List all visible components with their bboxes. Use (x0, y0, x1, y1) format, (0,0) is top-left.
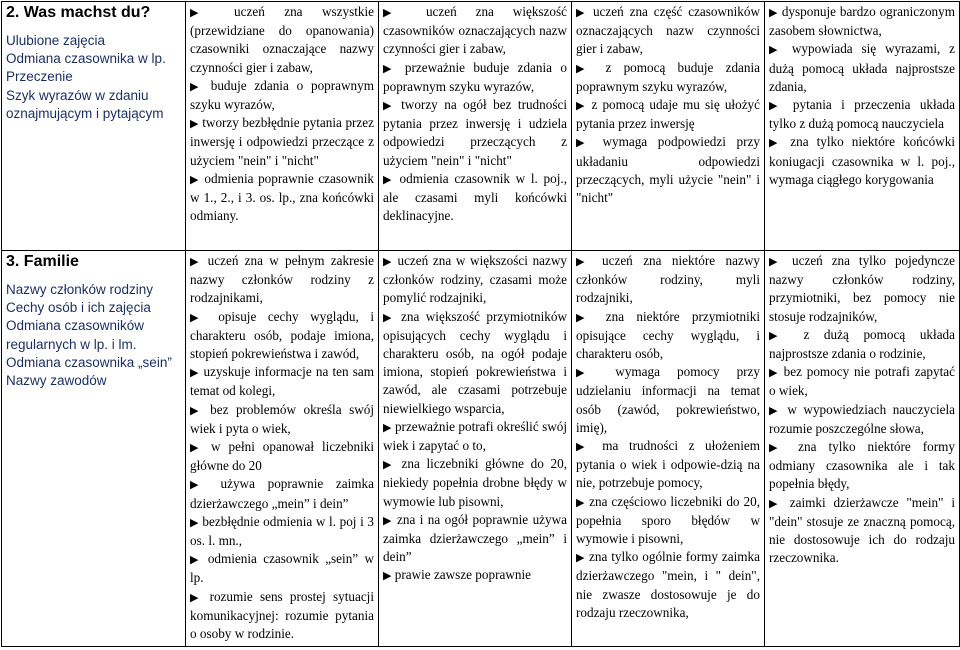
right-triangle-bullet-icon: ▶ (576, 366, 599, 380)
criteria-bullet-item (576, 59, 760, 96)
right-triangle-bullet-icon: ▶ (576, 440, 592, 454)
criteria-bullet-text: zna tylko niektóre formy odmiany czasownika ale i tak popełnia błędy, (769, 439, 955, 492)
criteria-bullet-text: buduje zdania o poprawnym szyku wyrazów, (190, 77, 374, 113)
criteria-cell (186, 251, 379, 647)
criteria-bullet-text: rozumie sens prostej sytuacji komunikacyjnej: rozumie pytania o osoby w rodzinie. (190, 588, 375, 642)
criteria-bullet-text: pytania i przeczenia układa tylko z dużą pomocą nauczyciela (769, 97, 955, 132)
criteria-bullet-text: odmienia poprawnie czasownik w 1., 2., i 3. os. lp., zna końcówki odmiany. (190, 170, 374, 224)
criteria-bullet-item (769, 363, 955, 400)
criteria-bullet-text: zna tylko niektóre końcówki koniugacji czasownika w l. poj., wymaga ciągłego korygowania (769, 134, 955, 187)
criteria-cell (379, 251, 572, 647)
right-triangle-bullet-icon: ▶ (576, 310, 594, 324)
criteria-bullet-text: dysponuje bardzo ograniczonym zasobem słownictwa, (769, 4, 955, 39)
right-triangle-bullet-icon: ▶ (190, 515, 199, 529)
criteria-bullet-item (190, 3, 374, 77)
right-triangle-bullet-icon: ▶ (383, 6, 408, 19)
criteria-bullet-text: uczeń zna wszystkie (przewidziane do opanowania) czasowniki oznaczające nazwy czynności gier i zabaw, (190, 4, 374, 75)
right-triangle-bullet-icon: ▶ (190, 255, 202, 268)
criteria-bullet-item (576, 493, 760, 549)
criteria-bullet-item (769, 494, 955, 568)
criteria-bullet-item (769, 3, 955, 40)
criteria-text (576, 252, 760, 622)
criteria-text (190, 3, 374, 225)
criteria-bullet-text: bez pomocy nie potrafi zapytać o wiek, (769, 364, 955, 399)
topic-title: 3. Familie (6, 253, 79, 270)
right-triangle-bullet-icon: ▶ (190, 366, 200, 380)
topic-line: Odmiana czasownika w lp. (6, 51, 166, 67)
criteria-bullet-item (190, 77, 374, 114)
criteria-bullet-item (576, 133, 760, 207)
criteria-bullet-item (769, 252, 955, 326)
right-triangle-bullet-icon: ▶ (576, 6, 588, 19)
criteria-bullet-item (576, 252, 760, 308)
criteria-text (769, 3, 955, 189)
right-triangle-bullet-icon: ▶ (769, 136, 783, 150)
topic-line: Szyk wyrazów w zdaniu (6, 87, 149, 103)
criteria-bullet-text: przeważnie potrafi określić swój wiek i zapytać o to, (383, 418, 567, 454)
topic-line: Odmiana czasownika „sein” (6, 354, 172, 370)
criteria-bullet-item (190, 363, 374, 400)
criteria-bullet-text: z dużą pomocą układa najprostsze zdania o rodzinie, (769, 326, 955, 362)
criteria-bullet-text: uczeń zna niektóre nazwy członków rodziny, myli rodzajniki, (576, 253, 760, 306)
right-triangle-bullet-icon: ▶ (190, 172, 200, 186)
criteria-bullet-item (769, 326, 955, 363)
criteria-bullet-item (190, 588, 374, 644)
criteria-text (190, 252, 374, 643)
right-triangle-bullet-icon: ▶ (190, 310, 207, 324)
table-row (2, 2, 960, 251)
criteria-bullet-text: z pomocą buduje zdania poprawnym szyku wyrazów, (576, 59, 760, 94)
right-triangle-bullet-icon: ▶ (383, 420, 392, 434)
criteria-bullet-item (576, 363, 760, 437)
criteria-bullet-item (576, 96, 760, 133)
criteria-text (769, 252, 955, 567)
right-triangle-bullet-icon: ▶ (576, 255, 592, 268)
right-triangle-bullet-icon: ▶ (769, 441, 787, 455)
criteria-bullet-text: uczeń zna w pełnym zakresie nazwy członków rodziny z rodzajnikami, (190, 253, 374, 306)
criteria-bullet-item (190, 550, 374, 587)
criteria-bullet-item (190, 401, 374, 438)
right-triangle-bullet-icon: ▶ (190, 117, 199, 131)
topic-line: Cechy osób i ich zajęcia (6, 300, 151, 316)
right-triangle-bullet-icon: ▶ (769, 366, 779, 380)
criteria-bullet-text: w pełni opanował liczebniki główne do 20 (190, 439, 374, 474)
criteria-bullet-text: uczeń zna w większości nazwy członków rodziny, czasami może pomylić rodzajniki, (383, 253, 567, 306)
criteria-bullet-text: wypowiada się wyrazami, z dużą pomocą układa najprostsze zdania, (769, 41, 955, 94)
right-triangle-bullet-icon: ▶ (576, 136, 592, 150)
criteria-cell (572, 2, 765, 251)
topic-line: regularnych w lp. i lm. (6, 336, 137, 352)
grading-table (1, 1, 960, 647)
criteria-bullet-item (769, 40, 955, 96)
criteria-bullet-item (576, 437, 760, 493)
criteria-bullet-text: zna częściowo liczebniki do 20, popełnia sporo błędów w wymowie i pisowni, (576, 493, 760, 547)
criteria-bullet-item (769, 96, 955, 133)
right-triangle-bullet-icon: ▶ (190, 478, 208, 492)
topic-line: Przeczenie (6, 69, 73, 85)
criteria-bullet-text: zna większość przymiotników opisujących cechy wyglądu i charakteru osób, na ogół podaje imiona, stopień pokrewieństwa i zawód, ale czasami potrzebuje niewielkiego wsparcia, (383, 308, 567, 416)
criteria-bullet-text: z pomocą udaje mu się ułożyć pytania przez inwersję (576, 97, 760, 132)
criteria-bullet-text: tworzy bezbłędnie pytania przez inwersję i odpowiedzi przeczące z użyciem "nein" i "nicht" (190, 115, 374, 168)
right-triangle-bullet-icon: ▶ (383, 310, 395, 324)
criteria-bullet-item (383, 59, 567, 96)
right-triangle-bullet-icon: ▶ (769, 6, 778, 19)
criteria-bullet-item (383, 3, 567, 59)
criteria-bullet-text: prawie zawsze poprawnie (391, 567, 531, 583)
topic-cell (2, 2, 186, 251)
topic-title: 2. Was machst du? (6, 4, 151, 21)
criteria-bullet-text: opisuje cechy wyglądu, i charakteru osób, podaje imiona, stopień pokrewieństwa i zawód, (190, 308, 374, 362)
criteria-bullet-text: uzyskuje informacje na ten sam temat od kolegi, (190, 364, 374, 399)
criteria-cell (765, 2, 960, 251)
criteria-text (576, 3, 760, 207)
criteria-bullet-text: uczeń zna tylko pojedyncze nazwy członków rodziny, przymiotniki, bez pomocy nie stosuje rodzajników, (769, 253, 955, 324)
right-triangle-bullet-icon: ▶ (383, 255, 393, 268)
criteria-bullet-item (769, 401, 955, 438)
criteria-cell (572, 251, 765, 647)
topic-line: Odmiana czasowników (6, 318, 145, 334)
criteria-bullet-item (383, 96, 567, 170)
criteria-bullet-text: tworzy na ogół bez trudności pytania przez inwersję i udziela odpowiedzi przeczących z użyciem "nein" i "nicht" (383, 97, 567, 168)
criteria-bullet-text: odmienia czasownik w l. poj., ale czasami myli końcówki deklinacyjne. (383, 170, 567, 224)
topic-line: Nazwy zawodów (6, 373, 107, 389)
criteria-bullet-item (383, 418, 567, 455)
topic-cell (2, 251, 186, 647)
criteria-bullet-text: wymaga pomocy przy udzielaniu informacji na temat osób (zawód, pokrewieństwo, imię), (576, 364, 761, 435)
right-triangle-bullet-icon: ▶ (190, 79, 203, 93)
criteria-cell (186, 2, 379, 251)
right-triangle-bullet-icon: ▶ (769, 328, 789, 342)
criteria-bullet-item (576, 548, 760, 622)
right-triangle-bullet-icon: ▶ (576, 61, 594, 75)
criteria-bullet-text: zna i na ogół poprawnie używa zaimka dzierżawczego „mein” i dein” (383, 511, 567, 565)
criteria-bullet-text: uczeń zna część czasowników oznaczających nazw czynności gier i zabaw, (576, 4, 760, 57)
criteria-bullet-item (383, 455, 567, 511)
criteria-bullet-item (190, 475, 374, 512)
criteria-bullet-text: w wypowiedziach nauczyciela rozumie poszczególne słowa, (769, 401, 955, 436)
criteria-cell (379, 2, 572, 251)
criteria-bullet-text: wymaga podpowiedzi przy układaniu odpowiedzi przeczących, myli użycie "nein" i "nicht" (576, 134, 760, 206)
criteria-bullet-text: przeważnie buduje zdania o poprawnym szyku wyrazów, (383, 59, 567, 94)
criteria-bullet-text: bezbłędnie odmienia w l. poj i 3 os. l. mn., (190, 513, 374, 549)
right-triangle-bullet-icon: ▶ (576, 99, 587, 113)
criteria-bullet-text: ma trudności z ułożeniem pytania o wiek i odpowie-dzią na nie, potrzebuje pomocy, (576, 438, 760, 491)
right-triangle-bullet-icon: ▶ (383, 61, 397, 75)
topic-line: Ulubione zajęcia (6, 33, 106, 48)
right-triangle-bullet-icon: ▶ (190, 553, 202, 567)
criteria-bullet-item (383, 308, 567, 418)
criteria-text (383, 3, 567, 225)
right-triangle-bullet-icon: ▶ (769, 403, 781, 417)
criteria-bullet-item (383, 566, 567, 585)
criteria-bullet-item (769, 133, 955, 189)
right-triangle-bullet-icon: ▶ (383, 569, 392, 583)
criteria-bullet-item (190, 114, 374, 170)
criteria-bullet-item (190, 170, 374, 226)
right-triangle-bullet-icon: ▶ (190, 403, 203, 417)
table-row (2, 251, 960, 647)
right-triangle-bullet-icon: ▶ (576, 551, 586, 565)
criteria-bullet-item (383, 252, 567, 308)
right-triangle-bullet-icon: ▶ (769, 255, 784, 268)
criteria-bullet-text: zna tylko ogólnie formy zaimka dzierżawczego "mein, i " dein", nie zwasze dostosowuje je do rodzaju rzeczownika, (576, 549, 760, 620)
criteria-bullet-text: bez problemów określa swój wiek i pyta o wiek, (190, 401, 374, 436)
right-triangle-bullet-icon: ▶ (383, 99, 395, 113)
criteria-bullet-item (190, 513, 374, 550)
topic-line: Nazwy członków rodziny (6, 282, 154, 297)
right-triangle-bullet-icon: ▶ (769, 99, 784, 113)
right-triangle-bullet-icon: ▶ (383, 172, 394, 186)
criteria-bullet-text: odmienia czasownik „sein” w lp. (190, 551, 374, 586)
criteria-bullet-text: uczeń zna większość czasowników oznaczających nazw czynności gier i zabaw, (383, 4, 567, 57)
right-triangle-bullet-icon: ▶ (190, 6, 215, 19)
criteria-bullet-item (383, 511, 567, 567)
criteria-bullet-text: zaimki dzierżawcze "mein" i "dein" stosuje ze znaczną pomocą, nie dostosowuje ich do rodzaju rzeczownika. (769, 494, 955, 566)
right-triangle-bullet-icon: ▶ (190, 590, 203, 604)
right-triangle-bullet-icon: ▶ (769, 496, 782, 510)
right-triangle-bullet-icon: ▶ (383, 458, 395, 472)
right-triangle-bullet-icon: ▶ (576, 495, 586, 509)
right-triangle-bullet-icon: ▶ (769, 43, 784, 57)
criteria-bullet-item (576, 308, 760, 364)
criteria-bullet-item (190, 438, 374, 475)
right-triangle-bullet-icon: ▶ (383, 513, 393, 527)
criteria-text (383, 252, 567, 586)
criteria-bullet-item (576, 3, 760, 59)
criteria-cell (765, 251, 960, 647)
criteria-bullet-text: zna liczebniki główne do 20, niekiedy popełnia drobne błędy w wymowie lub pisowni, (383, 456, 567, 509)
topic-line: oznajmującym i pytającym (6, 105, 164, 121)
criteria-bullet-item (190, 308, 374, 364)
criteria-bullet-item (769, 438, 955, 494)
right-triangle-bullet-icon: ▶ (190, 441, 204, 455)
criteria-bullet-text: używa poprawnie zaimka dzierżawczego „mein” i dein” (190, 476, 375, 511)
criteria-bullet-item (383, 170, 567, 226)
criteria-bullet-text: zna niektóre przymiotniki opisujące cechy wyglądu, i charakteru osób, (576, 308, 760, 362)
criteria-bullet-item (190, 252, 374, 308)
